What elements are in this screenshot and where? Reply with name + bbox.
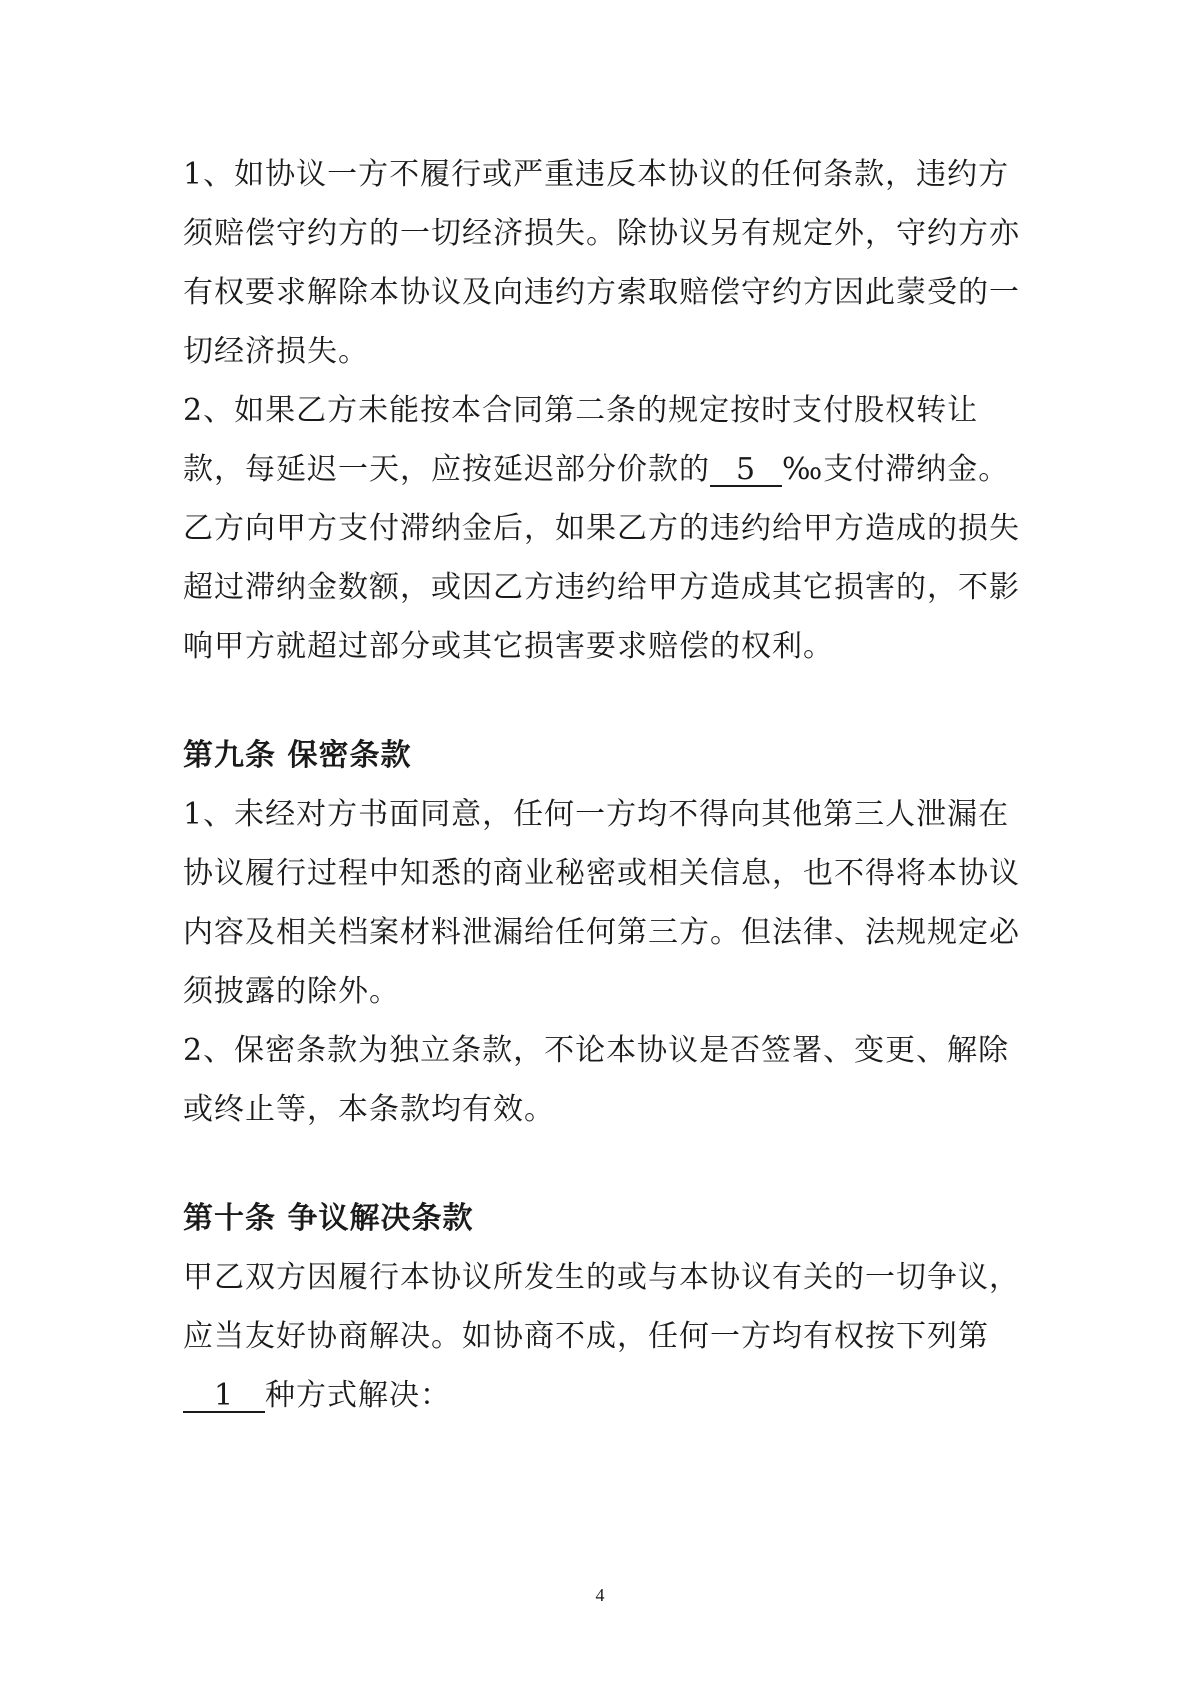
article8-clause2-text-after: ‰支付滞纳金。乙方向甲方支付滞纳金后，如果乙方的违约给甲方造成的损失超过滞纳金数额，或因乙方违约给甲方造成其它损害的，不影响甲方就超过部分或其它损害要求赔偿的权利。 [183, 452, 1020, 664]
article8-clause1: 1、如协议一方不履行或严重违反本协议的任何条款，违约方须赔偿守约方的一切经济损失。除协议另有规定外，守约方亦有权要求解除本协议及向违约方索取赔偿守约方因此蒙受的一切经济损失。 [183, 157, 1020, 369]
article10-text-before: 甲乙双方因履行本协议所发生的或与本协议有关的一切争议，应当友好协商解决。如协商不成，任何一方均有权按下列第 [183, 1260, 1020, 1354]
article10-heading: 第十条 争议解决条款 [183, 1201, 474, 1236]
page-number: 4 [595, 1585, 605, 1605]
penalty-rate-blank: 5 [710, 455, 782, 487]
article9-clause1: 1、未经对方书面同意，任何一方均不得向其他第三人泄漏在协议履行过程中知悉的商业秘密或相关信息，也不得将本协议内容及相关档案材料泄漏给任何第三方。但法律、法规规定必须披露的除外。 [183, 797, 1020, 1009]
article10-text-after: 种方式解决： [265, 1378, 451, 1413]
article8-clause2-text-before: 2、如果乙方未能按本合同第二条的规定按时支付股权转让款，每延迟一天，应按延迟部分价款的 [183, 393, 979, 487]
article9-heading: 第九条 保密条款 [183, 738, 412, 773]
resolution-method-blank: 1 [183, 1381, 265, 1413]
section-gap [183, 1139, 1031, 1189]
section-gap [183, 676, 1031, 726]
article9-clause2: 2、保密条款为独立条款，不论本协议是否签署、变更、解除或终止等，本条款均有效。 [183, 1033, 1010, 1127]
article8-clause2 [183, 381, 1031, 676]
article10-clause [183, 1248, 1031, 1425]
document-body [183, 145, 1031, 1425]
